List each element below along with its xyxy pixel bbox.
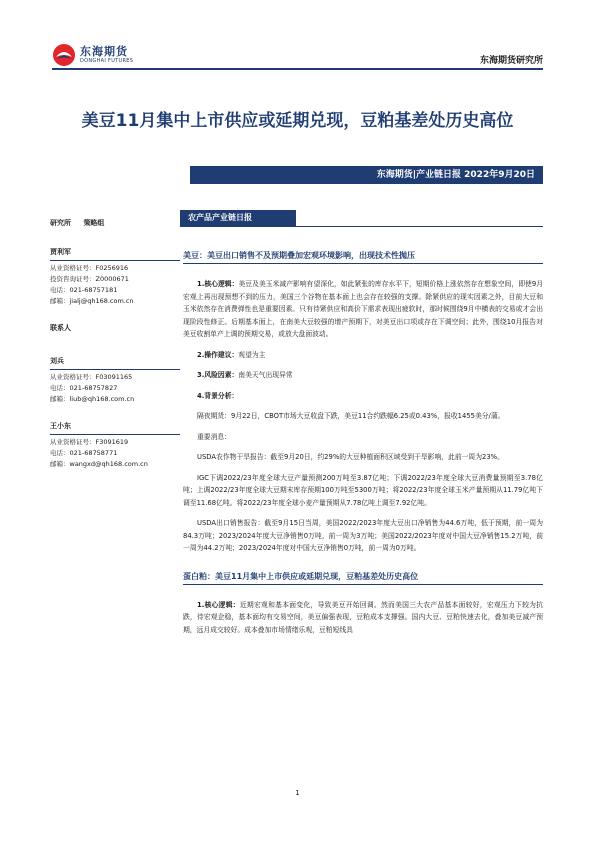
header-divider <box>52 68 543 70</box>
logo-en-text: DONGHAI FUTURES <box>80 58 134 64</box>
meal-logic-label: 1.核心逻辑： <box>197 600 240 609</box>
risk-text: 南美天气出现异常 <box>238 371 293 379</box>
contact-card <box>50 356 180 405</box>
section-tab: 农产品产业链日报 <box>180 210 296 226</box>
contact-line: 从业资格证号：F3091619 <box>50 438 129 446</box>
news-item: IGC下调2022/23年度全球大豆产量预测200万吨至3.87亿吨；下调2022/23年度全球大豆消费量预期至3.78亿吨；上调2022/23年度全球大豆期末库存预期100万吨至5300万吨；将2022/23年度全球玉米产量预期从11.79亿吨下调至11.68亿吨。将2022/23年度全球小麦产量预期从7.78亿吨上调至7.92亿吨。 <box>183 473 543 507</box>
contact-line: 电话：021-68757827 <box>50 384 118 392</box>
contact-line: 从业资格证号：F03091165 <box>50 373 133 381</box>
news-item: USDA农作物干旱报告：截至9月20日，约29%的大豆种植面积区域受到干旱影响，此前一周为23%。 <box>197 453 504 461</box>
soybean-bg-text: 隔夜期货：9月22日，CBOT市场大豆收盘下跌，美豆11合约跌幅6.25或0.43%，报收1455美分/蒲。 <box>197 412 505 420</box>
group-label: 策略组 <box>83 219 105 227</box>
section-divider <box>180 226 543 227</box>
advice-text: 观望为主 <box>238 350 266 359</box>
contact-line: 邮箱：liub@qh168.com.cn <box>50 395 135 403</box>
analyst-line: 从业资格证号：F0256916 <box>50 264 129 272</box>
contact-card <box>50 421 180 470</box>
contact-line: 邮箱：wangxd@qh168.com.cn <box>50 460 148 468</box>
soybean-section-title: 美豆：美豆出口销售不及预期叠加宏观环境影响，出现技术性抛压 <box>183 250 543 264</box>
news-item: USDA出口销售报告：截至9月15日当周，美国2022/2023年度大豆出口净销售为44.6万吨，低于预期，前一周为84.3万吨；2023/2024年度大豆净销售0万吨，前一周为3万吨；美国2022/2023年度对中国大豆净销售15.2万吨，前一周为44.2万吨；2023/2024年度对中国大豆净销售0万吨，前一周为0万吨。 <box>183 519 543 552</box>
logo-cn-text: 东海期货 <box>80 45 128 58</box>
page-number: 1 <box>295 789 300 797</box>
dept-heading <box>50 218 180 229</box>
analyst-line: 投资咨询证号：Z0000671 <box>50 275 129 283</box>
page-title: 美豆11月集中上市供应或延期兑现，豆粕基差处历史高位 <box>81 111 514 131</box>
meal-logic-text: 近期宏观和基本面变化，导致美豆开始回调。然而美国三大农产品基本面较好，宏观压力下较为抗跌，待宏观企稳，基本面均有交易空间，美豆偏强表现，豆粕成本支撑强。国内大豆、豆粕快速去化，叠加美豆减产预期，远月成交较好。成本叠加市场情绪乐观，豆粕短线具 <box>183 600 544 634</box>
contact-name: 王小东 <box>50 421 180 435</box>
soybean-risk <box>183 369 543 382</box>
main-content <box>183 250 543 636</box>
advice-label: 2.操作建议： <box>197 350 239 359</box>
report-info-bar: 东海期货|产业链日报 2022年9月20日 <box>190 166 543 184</box>
soybean-logic <box>183 278 543 341</box>
logic-text: 美豆及美玉米减产影响有望深化，如此紧张的库存水平下，短期价格上涨依然存在想象空间，即使9月宏观上再出现预想不到的压力，美国三个谷物在基本面上也会存在较强的支撑。除紧供应的现实因素之外，目前大豆和玉米依然存在消费弹性也是重要因素。只有待紧供应和高价下需求表现出疲软时，那时候围绕9月中横表的交易或才会出现阶段性修正。后期基本面上，在南美大豆较强的增产预期下，对美豆出口项或存在下调空间；此外，围绕10月报告对美豆收割单产上调的预期交易，或放大盘面波动。 <box>183 280 543 338</box>
analyst-line: 邮箱：jialj@qh168.com.cn <box>50 297 134 305</box>
meal-section-title: 蛋白粕：美豆11月集中上市供应或延期兑现，豆粕基差处历史高位 <box>183 571 543 585</box>
donghai-logo-icon <box>52 43 76 67</box>
soybean-bg-heading <box>183 390 543 403</box>
contact-name: 刘兵 <box>50 356 180 370</box>
analyst-name: 贾利军 <box>50 247 180 261</box>
contact-line: 电话：021-68758771 <box>50 449 118 457</box>
dept-label: 研究所 <box>50 219 71 227</box>
contact-heading: 联系人 <box>50 324 71 332</box>
analyst-line: 电话：021-68757181 <box>50 286 118 294</box>
meal-logic <box>183 599 543 637</box>
sidebar <box>50 218 180 486</box>
bg-label: 4.背景分析： <box>197 391 239 400</box>
logic-label: 1.核心逻辑： <box>197 280 239 288</box>
header-institute: 东海期货研究所 <box>479 56 543 66</box>
company-logo <box>52 42 133 68</box>
risk-label: 3.风险因素： <box>197 371 239 379</box>
news-heading: 重要消息： <box>197 432 231 441</box>
analyst-card <box>50 247 180 307</box>
soybean-advice <box>183 349 543 362</box>
